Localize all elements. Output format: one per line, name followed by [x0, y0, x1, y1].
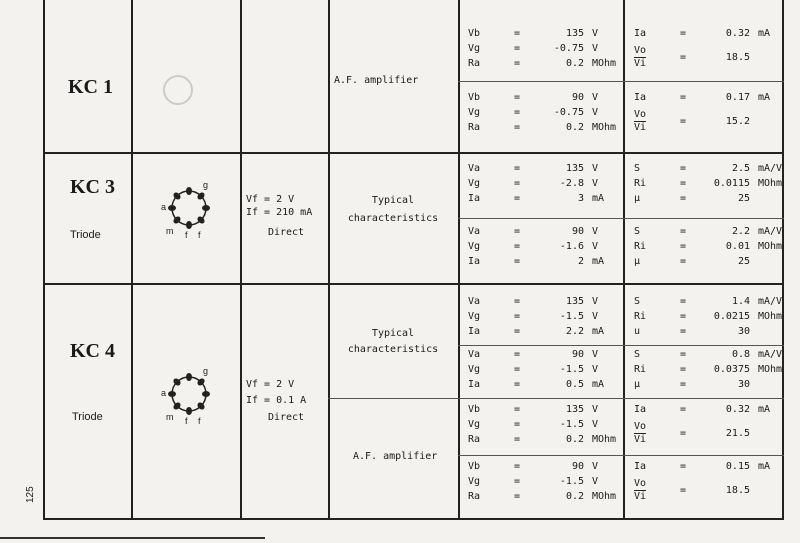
column-divider — [458, 0, 460, 520]
filament-if-kc3: If = 210 mA — [246, 207, 313, 218]
subrow-divider — [458, 455, 784, 456]
results-kc1-b — [634, 90, 792, 137]
result-unit: mA/V — [758, 226, 783, 237]
param-value: 0.2 — [565, 58, 584, 69]
svg-text:m: m — [166, 412, 174, 422]
gain-fraction — [634, 417, 674, 449]
tube-type-kc4: Triode — [72, 411, 103, 423]
result-value: 21.5 — [725, 427, 750, 439]
equals-sign: = — [513, 92, 521, 103]
result-unit: mA/V — [758, 163, 783, 174]
result-unit — [758, 474, 792, 506]
filament-if-kc4: If = 0.1 A — [246, 395, 307, 406]
result-row — [634, 402, 792, 417]
param-value: -2.8 — [559, 178, 584, 189]
result-row — [634, 161, 792, 176]
equals-sign: = — [679, 193, 687, 204]
fraction-denominator: Vi — [634, 433, 647, 445]
result-value: 30 — [737, 326, 750, 337]
results-kc1-a — [634, 26, 792, 73]
param-unit: V — [592, 241, 599, 252]
row-divider — [43, 283, 784, 285]
result-unit — [758, 254, 792, 269]
result-unit — [758, 324, 792, 339]
result-value: 0.32 — [725, 404, 750, 415]
param-row — [468, 377, 626, 392]
params-kc4-a — [468, 294, 626, 339]
param-value: 2.2 — [565, 326, 584, 337]
param-symbol: Vg — [468, 419, 481, 430]
svg-text:a: a — [161, 388, 167, 398]
param-unit: V — [592, 364, 599, 375]
results-kc3-b — [634, 224, 792, 269]
subrow-divider — [328, 398, 784, 399]
result-unit: mA — [758, 404, 771, 415]
equals-sign: = — [679, 178, 687, 189]
param-unit: MOhm — [592, 122, 617, 133]
results-kc3-a — [634, 161, 792, 206]
param-value: 135 — [565, 28, 584, 39]
equals-sign: = — [513, 163, 521, 174]
result-value: 0.17 — [725, 92, 750, 103]
equals-sign: = — [679, 461, 687, 472]
equals-sign: = — [513, 28, 521, 39]
result-row — [634, 41, 792, 73]
filament-vf-kc3: Vf = 2 V — [246, 194, 295, 205]
param-value: -1.5 — [559, 311, 584, 322]
param-unit: V — [592, 163, 599, 174]
pin-diagram-kc3-icon — [158, 176, 222, 248]
equals-sign: = — [513, 43, 521, 54]
param-value: 0.5 — [565, 379, 584, 390]
table-border-bottom — [43, 518, 784, 520]
result-unit — [758, 377, 792, 392]
param-unit: MOhm — [592, 434, 617, 445]
params-kc4-b — [468, 347, 626, 392]
param-symbol: Vb — [468, 28, 481, 39]
result-unit: MOhm — [758, 178, 783, 189]
result-symbol: S — [634, 349, 641, 360]
param-unit: mA — [592, 193, 605, 204]
equals-sign: = — [513, 178, 521, 189]
params-kc3-b — [468, 224, 626, 269]
subrow-divider — [458, 81, 784, 82]
param-row — [468, 254, 626, 269]
equals-sign: = — [513, 107, 521, 118]
application-kc4-typical: Typical characteristics — [347, 328, 439, 355]
param-unit: V — [592, 178, 599, 189]
param-symbol: Va — [468, 163, 481, 174]
svg-text:g: g — [203, 180, 209, 190]
param-unit: V — [592, 476, 599, 487]
result-symbol: S — [634, 226, 641, 237]
param-symbol: Ia — [468, 379, 481, 390]
equals-sign: = — [679, 241, 687, 252]
fraction-numerator: Vo — [634, 108, 647, 120]
result-row — [634, 347, 792, 362]
param-unit: V — [592, 349, 599, 360]
fraction-denominator: Vi — [634, 57, 647, 69]
fraction-numerator: Vo — [634, 44, 647, 56]
equals-sign: = — [679, 115, 687, 127]
svg-text:f: f — [198, 416, 201, 426]
result-unit — [758, 417, 792, 449]
pin-diagram-kc4-icon — [158, 362, 222, 434]
equals-sign: = — [679, 379, 687, 390]
param-symbol: Vg — [468, 311, 481, 322]
result-unit: mA/V — [758, 296, 783, 307]
param-value: -0.75 — [553, 107, 584, 118]
result-unit — [758, 41, 792, 73]
param-row — [468, 120, 626, 135]
param-value: -0.75 — [553, 43, 584, 54]
svg-text:g: g — [203, 366, 209, 376]
param-row — [468, 90, 626, 105]
equals-sign: = — [679, 256, 687, 267]
subrow-divider — [458, 218, 784, 219]
param-value: 0.2 — [565, 122, 584, 133]
results-kc4-c — [634, 402, 792, 449]
result-value: 30 — [737, 379, 750, 390]
result-unit: MOhm — [758, 311, 783, 322]
result-row — [634, 239, 792, 254]
result-symbol: Ri — [634, 178, 647, 189]
param-row — [468, 191, 626, 206]
param-symbol: Vg — [468, 178, 481, 189]
equals-sign: = — [679, 92, 687, 103]
result-row — [634, 362, 792, 377]
result-symbol: Ia — [634, 461, 647, 472]
result-row — [634, 105, 792, 137]
result-row — [634, 459, 792, 474]
param-row — [468, 324, 626, 339]
param-symbol: Ia — [468, 193, 481, 204]
result-symbol: Ri — [634, 241, 647, 252]
param-symbol: Vb — [468, 461, 481, 472]
param-unit: V — [592, 107, 599, 118]
gain-fraction — [634, 41, 674, 73]
result-row — [634, 176, 792, 191]
param-unit: V — [592, 43, 599, 54]
param-value: 135 — [565, 404, 584, 415]
param-symbol: Vg — [468, 43, 481, 54]
equals-sign: = — [679, 311, 687, 322]
param-value: 135 — [565, 163, 584, 174]
param-value: 135 — [565, 296, 584, 307]
gain-fraction — [634, 105, 674, 137]
param-value: -1.5 — [559, 364, 584, 375]
param-symbol: Ra — [468, 58, 481, 69]
gain-fraction — [634, 474, 674, 506]
param-row — [468, 417, 626, 432]
subrow-divider — [458, 345, 784, 346]
param-value: 3 — [577, 193, 584, 204]
param-unit: V — [592, 226, 599, 237]
param-symbol: Vg — [468, 476, 481, 487]
result-symbol: µ — [634, 193, 641, 204]
result-row — [634, 377, 792, 392]
result-unit: MOhm — [758, 241, 783, 252]
application-kc1: A.F. amplifier — [334, 75, 419, 86]
result-row — [634, 191, 792, 206]
equals-sign: = — [679, 296, 687, 307]
filament-vf-kc4: Vf = 2 V — [246, 379, 295, 390]
result-symbol: Ri — [634, 364, 647, 375]
equals-sign: = — [513, 491, 521, 502]
result-value: 0.0215 — [713, 311, 750, 322]
param-symbol: Ra — [468, 434, 481, 445]
param-unit: MOhm — [592, 491, 617, 502]
param-row — [468, 26, 626, 41]
result-value: 0.01 — [725, 241, 750, 252]
param-symbol: Ra — [468, 491, 481, 502]
bottom-rule — [0, 537, 265, 539]
fraction-denominator: Vi — [634, 121, 647, 133]
svg-text:f: f — [185, 230, 188, 240]
tube-name-kc4: KC 4 — [70, 340, 115, 362]
param-symbol: Va — [468, 296, 481, 307]
param-symbol: Vb — [468, 404, 481, 415]
param-unit: MOhm — [592, 58, 617, 69]
equals-sign: = — [679, 51, 687, 63]
result-symbol: Ia — [634, 404, 647, 415]
result-symbol: µ — [634, 379, 641, 390]
equals-sign: = — [513, 404, 521, 415]
param-row — [468, 41, 626, 56]
param-row — [468, 161, 626, 176]
param-row — [468, 489, 626, 504]
param-value: -1.6 — [559, 241, 584, 252]
equals-sign: = — [513, 326, 521, 337]
equals-sign: = — [513, 434, 521, 445]
param-symbol: Va — [468, 349, 481, 360]
result-symbol: S — [634, 296, 641, 307]
equals-sign: = — [679, 226, 687, 237]
results-kc4-a — [634, 294, 792, 339]
param-unit: mA — [592, 379, 605, 390]
svg-text:f: f — [198, 230, 201, 240]
param-row — [468, 309, 626, 324]
result-row — [634, 324, 792, 339]
page-number: 125 — [25, 486, 36, 503]
table-border-left — [43, 0, 45, 520]
param-row — [468, 459, 626, 474]
result-unit — [758, 191, 792, 206]
params-kc1-b — [468, 90, 626, 135]
result-row — [634, 474, 792, 506]
param-row — [468, 294, 626, 309]
param-symbol: Ia — [468, 256, 481, 267]
params-kc3-a — [468, 161, 626, 206]
param-row — [468, 105, 626, 120]
equals-sign: = — [513, 461, 521, 472]
equals-sign: = — [513, 226, 521, 237]
result-symbol: Ri — [634, 311, 647, 322]
param-unit: V — [592, 419, 599, 430]
heating-kc4: Direct — [267, 412, 305, 423]
param-unit: V — [592, 28, 599, 39]
results-kc4-b — [634, 347, 792, 392]
column-divider — [240, 0, 242, 520]
fraction-denominator: Vi — [634, 490, 647, 502]
result-unit: mA — [758, 28, 771, 39]
param-value: 90 — [571, 92, 584, 103]
result-value: 0.15 — [725, 461, 750, 472]
application-kc3: Typical characteristics — [347, 195, 439, 224]
result-row — [634, 90, 792, 105]
equals-sign: = — [513, 311, 521, 322]
equals-sign: = — [679, 326, 687, 337]
param-row — [468, 402, 626, 417]
fraction-numerator: Vo — [634, 420, 647, 432]
tube-type-kc3: Triode — [70, 229, 101, 241]
result-symbol: µ — [634, 256, 641, 267]
svg-text:f: f — [185, 416, 188, 426]
param-unit: V — [592, 311, 599, 322]
row-divider — [43, 152, 784, 154]
equals-sign: = — [679, 349, 687, 360]
result-value: 2.5 — [731, 163, 750, 174]
param-unit: V — [592, 92, 599, 103]
result-value: 0.8 — [731, 349, 750, 360]
equals-sign: = — [513, 476, 521, 487]
param-symbol: Vg — [468, 107, 481, 118]
result-value: 15.2 — [725, 115, 750, 127]
tube-name-kc1: KC 1 — [68, 76, 113, 98]
param-row — [468, 56, 626, 71]
faint-pin-diagram — [150, 60, 210, 120]
param-value: 0.2 — [565, 434, 584, 445]
param-unit: V — [592, 461, 599, 472]
equals-sign: = — [513, 364, 521, 375]
param-value: -1.5 — [559, 476, 584, 487]
svg-text:m: m — [166, 226, 174, 236]
heating-kc3: Direct — [267, 227, 305, 238]
result-row — [634, 309, 792, 324]
equals-sign: = — [513, 379, 521, 390]
result-value: 18.5 — [725, 484, 750, 496]
equals-sign: = — [513, 241, 521, 252]
fraction-numerator: Vo — [634, 477, 647, 489]
equals-sign: = — [513, 296, 521, 307]
equals-sign: = — [679, 28, 687, 39]
param-row — [468, 239, 626, 254]
param-symbol: Va — [468, 226, 481, 237]
column-divider — [131, 0, 133, 520]
equals-sign: = — [513, 349, 521, 360]
result-row — [634, 294, 792, 309]
result-value: 0.32 — [725, 28, 750, 39]
result-unit: MOhm — [758, 364, 783, 375]
param-value: 90 — [571, 226, 584, 237]
param-row — [468, 224, 626, 239]
param-row — [468, 362, 626, 377]
column-divider — [328, 0, 330, 520]
param-value: 90 — [571, 461, 584, 472]
param-unit: mA — [592, 326, 605, 337]
application-kc4-af: A.F. amplifier — [353, 451, 438, 462]
svg-text:a: a — [161, 202, 167, 212]
param-symbol: Vg — [468, 241, 481, 252]
result-symbol: Ia — [634, 92, 647, 103]
equals-sign: = — [513, 58, 521, 69]
param-unit: V — [592, 404, 599, 415]
result-value: 25 — [737, 256, 750, 267]
param-symbol: Ia — [468, 326, 481, 337]
result-value: 25 — [737, 193, 750, 204]
result-row — [634, 417, 792, 449]
param-value: 0.2 — [565, 491, 584, 502]
result-symbol: Ia — [634, 28, 647, 39]
result-unit: mA — [758, 461, 771, 472]
result-value: 0.0115 — [713, 178, 750, 189]
result-row — [634, 224, 792, 239]
equals-sign: = — [679, 404, 687, 415]
result-unit: mA/V — [758, 349, 783, 360]
param-value: 2 — [577, 256, 584, 267]
params-kc1-a — [468, 26, 626, 71]
result-symbol: S — [634, 163, 641, 174]
param-row — [468, 474, 626, 489]
results-kc4-d — [634, 459, 792, 506]
equals-sign: = — [679, 364, 687, 375]
equals-sign: = — [513, 419, 521, 430]
params-kc4-d — [468, 459, 626, 504]
result-value: 2.2 — [731, 226, 750, 237]
equals-sign: = — [679, 163, 687, 174]
result-row — [634, 254, 792, 269]
param-value: 90 — [571, 349, 584, 360]
result-unit: mA — [758, 92, 771, 103]
equals-sign: = — [513, 193, 521, 204]
param-unit: V — [592, 296, 599, 307]
result-row — [634, 26, 792, 41]
param-value: -1.5 — [559, 419, 584, 430]
equals-sign: = — [679, 484, 687, 496]
tube-name-kc3: KC 3 — [70, 176, 115, 198]
equals-sign: = — [513, 122, 521, 133]
param-row — [468, 432, 626, 447]
equals-sign: = — [513, 256, 521, 267]
result-unit — [758, 105, 792, 137]
param-symbol: Ra — [468, 122, 481, 133]
equals-sign: = — [679, 427, 687, 439]
result-symbol: u — [634, 326, 641, 337]
result-value: 1.4 — [731, 296, 750, 307]
result-value: 0.0375 — [713, 364, 750, 375]
param-row — [468, 176, 626, 191]
params-kc4-c — [468, 402, 626, 447]
param-symbol: Vg — [468, 364, 481, 375]
param-row — [468, 347, 626, 362]
param-unit: mA — [592, 256, 605, 267]
param-symbol: Vb — [468, 92, 481, 103]
result-value: 18.5 — [725, 51, 750, 63]
